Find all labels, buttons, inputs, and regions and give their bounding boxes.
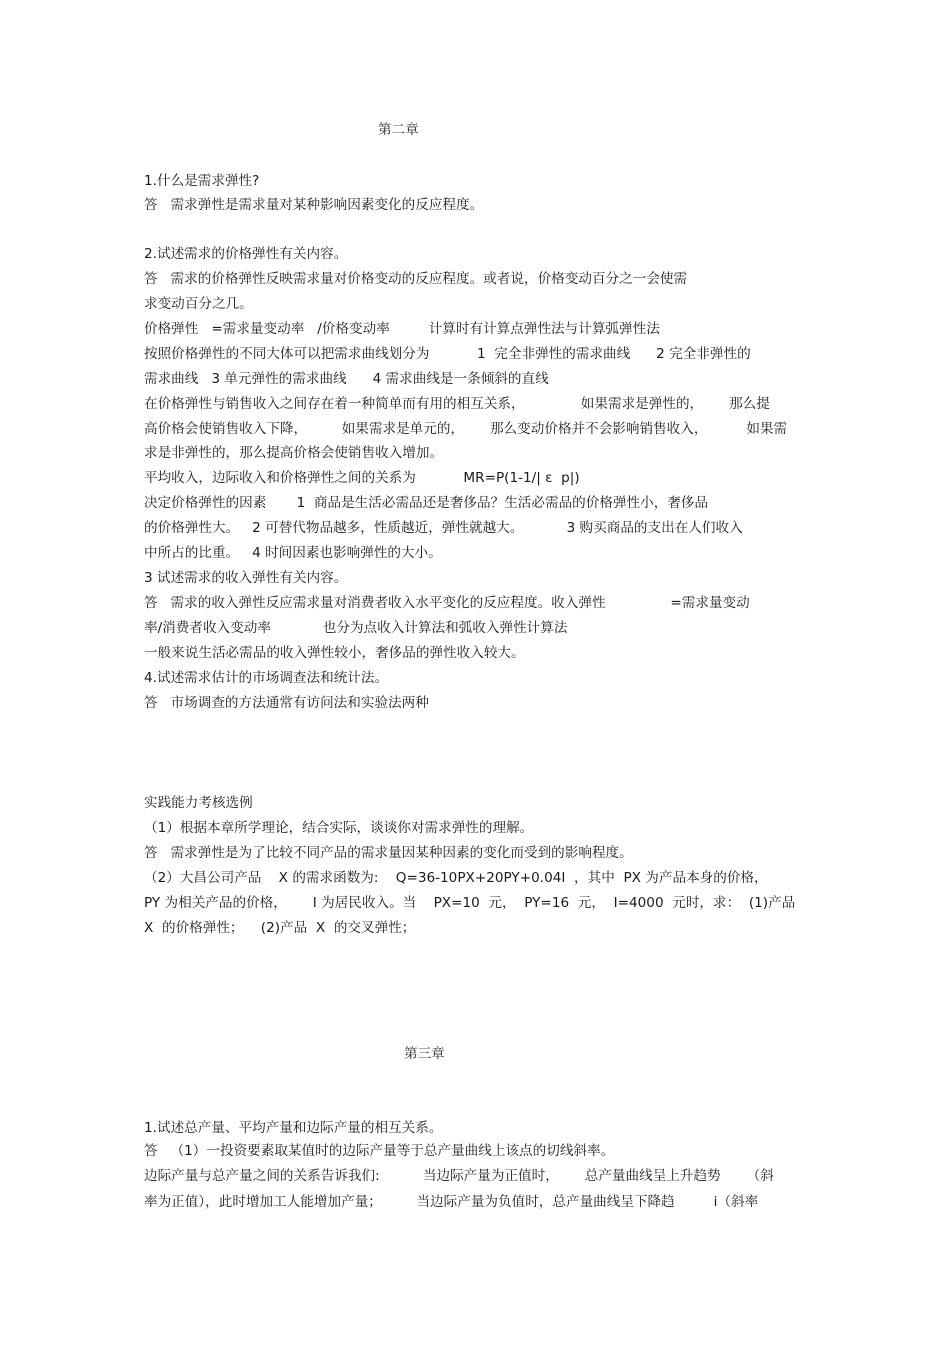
answer-1: 答 需求弹性是需求量对某种影响因素变化的反应程度。 bbox=[144, 197, 484, 213]
question-1: 1.什么是需求弹性? bbox=[144, 173, 260, 189]
answer-2-line-9: 平均收入，边际收入和价格弹性之间的关系为 MR=P(1-1/| ε p|) bbox=[144, 470, 580, 486]
chapter-3-answer-1-line-1: 答 （1）一投资要素取某值时的边际产量等于总产量曲线上该点的切线斜率。 bbox=[144, 1143, 615, 1159]
answer-2-line-2: 求变动百分之几。 bbox=[144, 296, 253, 312]
answer-4: 答 市场调查的方法通常有访问法和实验法两种 bbox=[144, 695, 429, 711]
answer-2-line-10: 决定价格弹性的因素 1 商品是生活必需品还是奢侈品？生活必需品的价格弹性小，奢侈品 bbox=[144, 495, 709, 511]
practice-question-1: （1）根据本章所学理论，结合实际，谈谈你对需求弹性的理解。 bbox=[144, 820, 534, 836]
chapter-3-title: 第三章 bbox=[404, 1046, 445, 1062]
practice-answer-1: 答 需求弹性是为了比较不同产品的需求量因某种因素的变化而受到的影响程度。 bbox=[144, 845, 633, 861]
answer-3-line-2: 率/消费者收入变动率 也分为点收入计算法和弧收入弹性计算法 bbox=[144, 620, 568, 636]
chapter-3-answer-1-line-2: 边际产量与总产量之间的关系告诉我们: 当边际产量为正值时， 总产量曲线呈上升趋势 （斜 bbox=[144, 1168, 774, 1184]
answer-2-line-1: 答 需求的价格弹性反映需求量对价格变动的反应程度。或者说，价格变动百分之一会使需 bbox=[144, 271, 688, 287]
question-2: 2.试述需求的价格弹性有关内容。 bbox=[144, 246, 348, 262]
chapter-2-title: 第二章 bbox=[378, 122, 419, 138]
question-4: 4.试述需求估计的市场调查法和统计法。 bbox=[144, 670, 389, 686]
answer-2-line-8: 求是非弹性的，那么提高价格会使销售收入增加。 bbox=[144, 445, 444, 461]
practice-question-2-line-2: PY 为相关产品的价格， I 为居民收入。当 PX=10 元， PY=16 元， I=4000 元时，求： (1)产品 bbox=[144, 895, 796, 911]
chapter-3-answer-1-line-3: 率为正值），此时增加工人能增加产量； 当边际产量为负值时，总产量曲线呈下降趋 i（斜率 bbox=[144, 1194, 759, 1210]
answer-3-line-1: 答 需求的收入弹性反应需求量对消费者收入水平变化的反应程度。收入弹性 =需求量变动 bbox=[144, 595, 750, 611]
answer-2-line-4: 按照价格弹性的不同大体可以把需求曲线划分为 1 完全非弹性的需求曲线 2 完全非弹性的 bbox=[144, 346, 751, 362]
chapter-3-question-1: 1.试述总产量、平均产量和边际产量的相互关系。 bbox=[144, 1120, 443, 1136]
practice-question-2-line-1: （2）大昌公司产品 X 的需求函数为: Q=36-10PX+20PY+0.04I ，其中 PX 为产品本身的价格， bbox=[144, 870, 768, 886]
answer-2-line-11: 的价格弹性大。 2 可替代物品越多，性质越近，弹性就越大。 3 购买商品的支出在人们收入 bbox=[144, 520, 743, 536]
answer-2-line-5: 需求曲线 3 单元弹性的需求曲线 4 需求曲线是一条倾斜的直线 bbox=[144, 371, 549, 387]
practice-heading: 实践能力考核选例 bbox=[144, 795, 253, 811]
answer-3-line-3: 一般来说生活必需品的收入弹性较小，奢侈品的弹性收入较大。 bbox=[144, 645, 525, 661]
answer-2-line-7: 高价格会使销售收入下降， 如果需求是单元的， 那么变动价格并不会影响销售收入， 如果需 bbox=[144, 421, 788, 437]
practice-question-2-line-3: X 的价格弹性； (2)产品 X 的交叉弹性； bbox=[144, 920, 416, 936]
answer-2-line-3: 价格弹性 =需求量变动率 /价格变动率 计算时有计算点弹性法与计算弧弹性法 bbox=[144, 321, 660, 337]
answer-2-line-12: 中所占的比重。 4 时间因素也影响弹性的大小。 bbox=[144, 545, 442, 561]
question-3: 3 试述需求的收入弹性有关内容。 bbox=[144, 570, 348, 586]
answer-2-line-6: 在价格弹性与销售收入之间存在着一种简单而有用的相互关系， 如果需求是弹性的， 那么提 bbox=[144, 396, 770, 412]
